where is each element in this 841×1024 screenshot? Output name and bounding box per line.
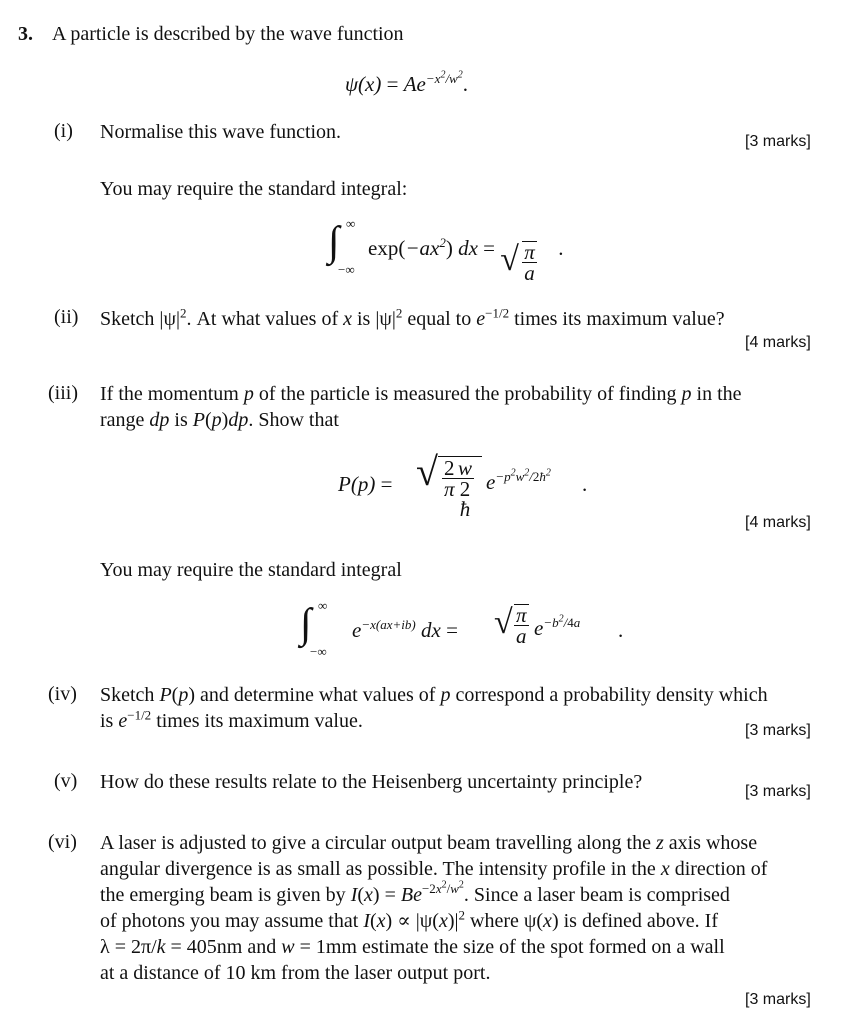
part-i-label: (i) bbox=[54, 120, 73, 142]
part-vi-marks: [3 marks] bbox=[745, 991, 811, 1008]
part-ii-text: Sketch $|\psi|^2$. At what values of x is $|\psi|^2$ equal to $e^{-1/2}$ times its maximum value? bbox=[100, 305, 725, 330]
integral-1: ∫ ∞ −∞ $\exp(-ax^2)$ dx = √ $\frac{\pi}{a}$ . bbox=[328, 216, 564, 285]
part-iv-label: (iv) bbox=[48, 683, 77, 705]
part-vi-text: A laser is adjusted to give a circular output beam travelling along the z axis whose angular divergence is as small as possible. The intensity profile in the x direction of the emerging beam is given by $I(x) = Be^{-2x^2/w^2}$. Since a laser beam is comprised of photons you may assume that $I(x) \propto |\psi(x)|^2$ where ψ(x) is defined above. If λ = 2π/k = 405nm and w = 1mm estimate the size of the spot formed on a wall at a distance of 10 km from the laser output port. bbox=[100, 832, 768, 984]
part-v-label: (v) bbox=[54, 770, 78, 792]
part-iv-marks: [3 marks] bbox=[745, 722, 811, 739]
wavefunction-equation: $\psi(x) = Ae^{-x^2/w^2}$. bbox=[345, 69, 468, 96]
part-iii-marks: [4 marks] bbox=[745, 514, 811, 531]
part-iii-text-line1: If the momentum p of the particle is measured the probability of finding p in the bbox=[100, 383, 742, 405]
part-i-marks: [3 marks] bbox=[745, 133, 811, 150]
part-ii-label: (ii) bbox=[54, 306, 79, 328]
part-iv-text-line2: is $e^{-1/2}$ times its maximum value. bbox=[100, 707, 363, 732]
part-iv-text-line1: Sketch P(p) and determine what values of p correspond a probability density which bbox=[100, 684, 768, 706]
momentum-distribution-equation: P(p) = √ $\frac{2}{\pi}$ w 2 ħ $e^{-p^2w^2/2ħ^2}$ . bbox=[338, 449, 588, 521]
part-vi-label: (vi) bbox=[48, 831, 77, 853]
question-number: 3. bbox=[18, 23, 33, 45]
part-iii-label: (iii) bbox=[48, 382, 78, 404]
hint-2: You may require the standard integral bbox=[100, 559, 402, 581]
question-intro: A particle is described by the wave function bbox=[52, 23, 404, 45]
part-ii-marks: [4 marks] bbox=[745, 334, 811, 351]
part-i-text: Normalise this wave function. bbox=[100, 121, 342, 143]
part-iii-text-line2: range dp is P(p)dp. Show that bbox=[100, 409, 339, 431]
hint-1: You may require the standard integral: bbox=[100, 178, 408, 200]
part-v-text: How do these results relate to the Heisenberg uncertainty principle? bbox=[100, 771, 643, 793]
part-v-marks: [3 marks] bbox=[745, 783, 811, 800]
integral-2: ∫ ∞ −∞ $e^{-x(ax+ib)}$ dx = √ $\frac{\pi}{a}$ $e^{-b^2/4a}$ . bbox=[300, 598, 624, 659]
